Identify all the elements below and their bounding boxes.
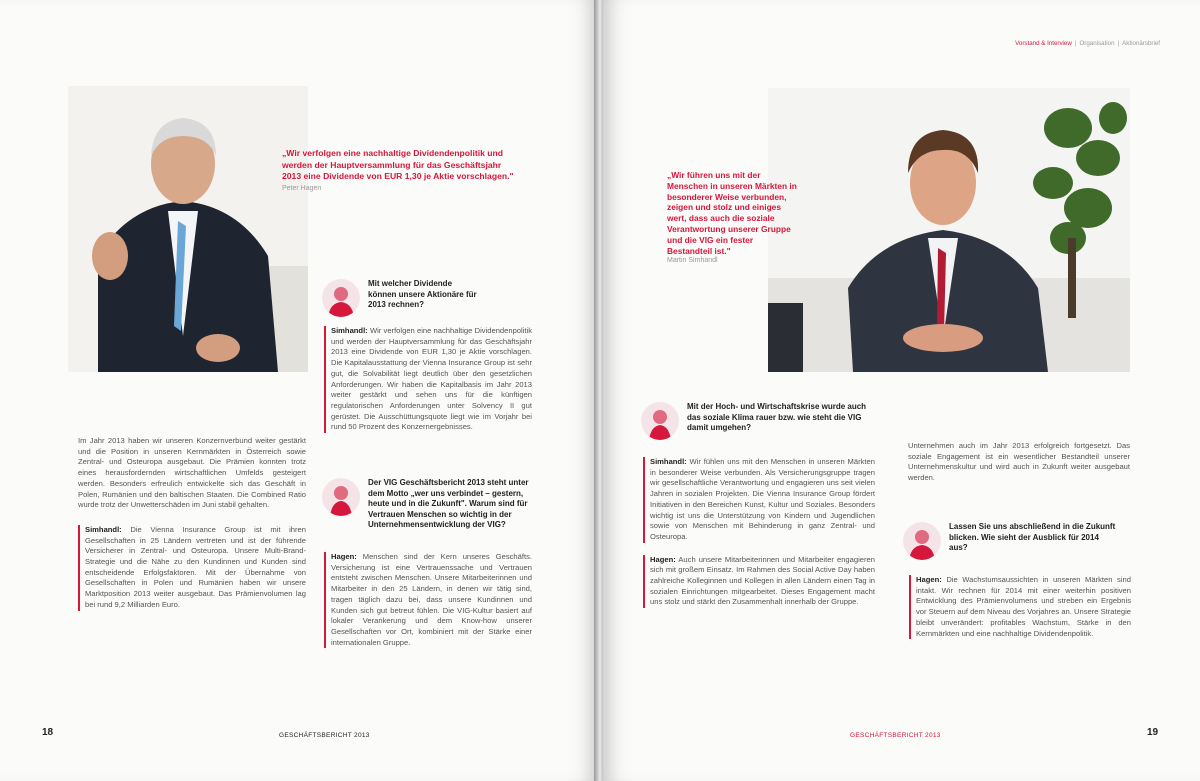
right-page [603,0,1200,781]
answer-social-2: Auch unsere Mitarbeiterinnen und Mitarbeiter engagieren sich mit großem Einsatz. Im Rahmen des Social Active Day haben zahlreiche Kolleginnen und Kollegen in allen Ländern einen Tag in sozialen Einrichtungen mitgearbeitet. Dieses Engagement macht uns stolz und stärkt den Zusammenhalt innerhalb der Gruppe. [650,554,875,607]
footer-right: GESCHÄFTSBERICHT 2013 [850,732,941,739]
avatar-icon [641,402,679,440]
header-section-b: Organisation [1079,40,1115,47]
answer-social: Wir fühlen uns mit den Menschen in unseren Märkten in besonderer Weise verbunden. Als Versicherungsgruppe tragen wir gesellschaftliche Verantwortung und engagieren uns seit vielen Jahren in sozialen Projekten. Die Vienna Insurance Group fördert Initiativen in den Bereichen Kunst, Kultur und Soziales. Besonders wichtig ist uns die Unterstützung von Kindern und Jugendlichen sowie von Menschen mit Behinderung in ganz Zentral- und Osteuropa. [650,457,875,541]
portrait-photo-right [768,88,1130,372]
pull-quote-attribution: Peter Hagen [282,184,322,192]
portrait-photo-left [68,86,308,372]
speaker-simhandl: Simhandl: [331,326,368,335]
pull-quote-attribution: Martin Simhandl [667,257,718,265]
text-column-right-a [643,457,875,608]
qa-heading-motto [322,478,542,531]
text-column-right-c [909,575,1131,639]
body-continuation: Unternehmen auch im Jahr 2013 erfolgreich fortgesetzt. Das soziale Engagement ist ein wesentlicher Bestandteil unserer Unternehmenskultur und wird auch in Zukunft weiter ausgebaut werden. [908,441,1130,483]
pull-quote-text: „Wir verfolgen eine nachhaltige Dividendenpolitik und werden der Hauptversammlung für das Geschäftsjahr 2013 eine Dividende von EUR 1,30 je Aktie vorschlagen." [282,148,514,181]
answer-motto: Menschen sind der Kern unseres Geschäfts. Versicherung ist eine Vertrauenssache und Vertrauen entsteht zwischen Menschen. Unsere Mitarbeiterinnen und Mitarbeiter in den 25 Ländern, in denen wir tätig sind, tragen täglich dazu bei, dass unsere Kundinnen und Kunden sich gut betreut fühlen. Die VIG-Kultur basiert auf lokaler Verankerung und dem Know-how unserer Gesellschaften vor Ort, kombiniert mit der Stärke einer internationalen Gruppe. [331,552,532,647]
avatar-icon [322,478,360,516]
speaker-hagen: Hagen: [331,552,357,561]
pull-quote-text: „Wir führen uns mit der Menschen in unseren Märkten in besonderer Weise verbunden, zeigen und stolz und einiges wert, dass auch die soziale Verantwortung unserer Gruppe und die VIG ein fester Bestandteil ist." [667,170,797,256]
avatar-icon [903,522,941,560]
speaker-simhandl-2: Simhandl: [85,524,122,534]
speaker-simhandl: Simhandl: [650,457,687,466]
text-column-right-b [908,441,1130,484]
running-header: Vorstand & Interview | Organisation | Aktionärsbrief [1015,40,1160,47]
qa-question-motto: Der VIG Geschäftsbericht 2013 steht unter dem Motto „wer uns verbindet – gestern, heute und in die Zukunft". Warum sind für Vertrauen Menschen so wichtig in der Unternehmensentwicklung der VIG? [368,478,529,530]
speaker-hagen: Hagen: [650,554,676,564]
header-section-a: Vorstand & Interview [1015,40,1072,47]
footer-left: GESCHÄFTSBERICHT 2013 [279,732,370,739]
qa-heading-outlook [903,522,1133,560]
pull-quote-right [667,170,797,267]
page-number-left: 18 [42,727,54,738]
text-column-left-b [324,326,532,433]
qa-heading-social [641,402,881,440]
qa-heading-dividend [322,279,532,317]
page-number-right: 19 [1147,727,1159,738]
pull-quote-left [282,148,522,194]
qa-question-social: Mit der Hoch- und Wirtschaftskrise wurde auch das soziale Klima rauer bzw. wie steht die VIG damit umgehen? [687,402,867,433]
text-column-left-a [78,436,306,611]
text-column-left-c [324,552,532,648]
header-section-c: Aktionärsbrief [1122,40,1160,47]
avatar-icon [322,279,360,317]
left-page [0,0,597,781]
qa-question-dividend: Mit welcher Dividende können unsere Aktionäre für 2013 rechnen? [368,279,477,310]
speaker-hagen-2: Hagen: [916,575,942,584]
body-intro: Im Jahr 2013 haben wir unseren Konzernverbund weiter gestärkt und die Position in unseren Kernmärkten in Österreich sowie Zentral- und Osteuropa ausgebaut. Die Prämien konnten trotz eines herausfordernden wirtschaftlichen Umfelds gesteigert werden. Besonders erfreulich entwickelte sich das Geschäft in Polen, Rumänien und den baltischen Staaten. Die Combined Ratio wurde trotz der Unwetterschäden im Juni stabil gehalten. [78,436,306,510]
answer-outlook: Die Wachstumsaussichten in unseren Märkten sind intakt. Wir rechnen für 2014 mit einer weiterhin positiven Entwicklung des Prämienvolumens und streben ein Ergebnis vor Steuern auf dem Niveau des Vorjahres an. Unsere Strategie bleibt unverändert: profitables Wachstum, Stärke in den Kernmärkten und eine nachhaltige Dividendenpolitik. [916,575,1131,638]
qa-question-outlook: Lassen Sie uns abschließend in die Zukunft blicken. Wie sieht der Ausblick für 2014 aus? [949,522,1116,553]
body-simhandl-answer: Die Vienna Insurance Group ist mit ihren Gesellschaften in 25 Ländern vertreten und ist der führende Versicherer in Zentral- und Osteuropa. Unsere Multi-Brand-Strategie und die Nähe zu den Kundinnen und Kunden sind entscheidende Erfolgsfaktoren. Mit der Übernahme von Gesellschaften in Polen und Rumänien haben wir unsere Marktposition 2013 weiter ausgebaut. Das Prämienvolumen lag bei rund 9,2 Milliarden Euro. [85,524,306,609]
answer-dividend: Wir verfolgen eine nachhaltige Dividendenpolitik und werden der Hauptversammlung für das Geschäftsjahr 2013 eine Dividende von EUR 1,30 je Aktie vorschlagen. Die Kapitalausstattung der Vienna Insurance Group ist sehr gut, die Solvabilität liegt deutlich über den gesetzlichen Anforderungen. Wir haben die Kapitalbasis im Jahr 2013 weiter gestärkt und sehen uns für die künftigen regulatorischen Anforderungen unter Solvency II gut gerüstet. Die Ausschüttungsquote liegt wie im Vorjahr bei rund 50 Prozent des Konzernergebnisses. [331,326,532,432]
